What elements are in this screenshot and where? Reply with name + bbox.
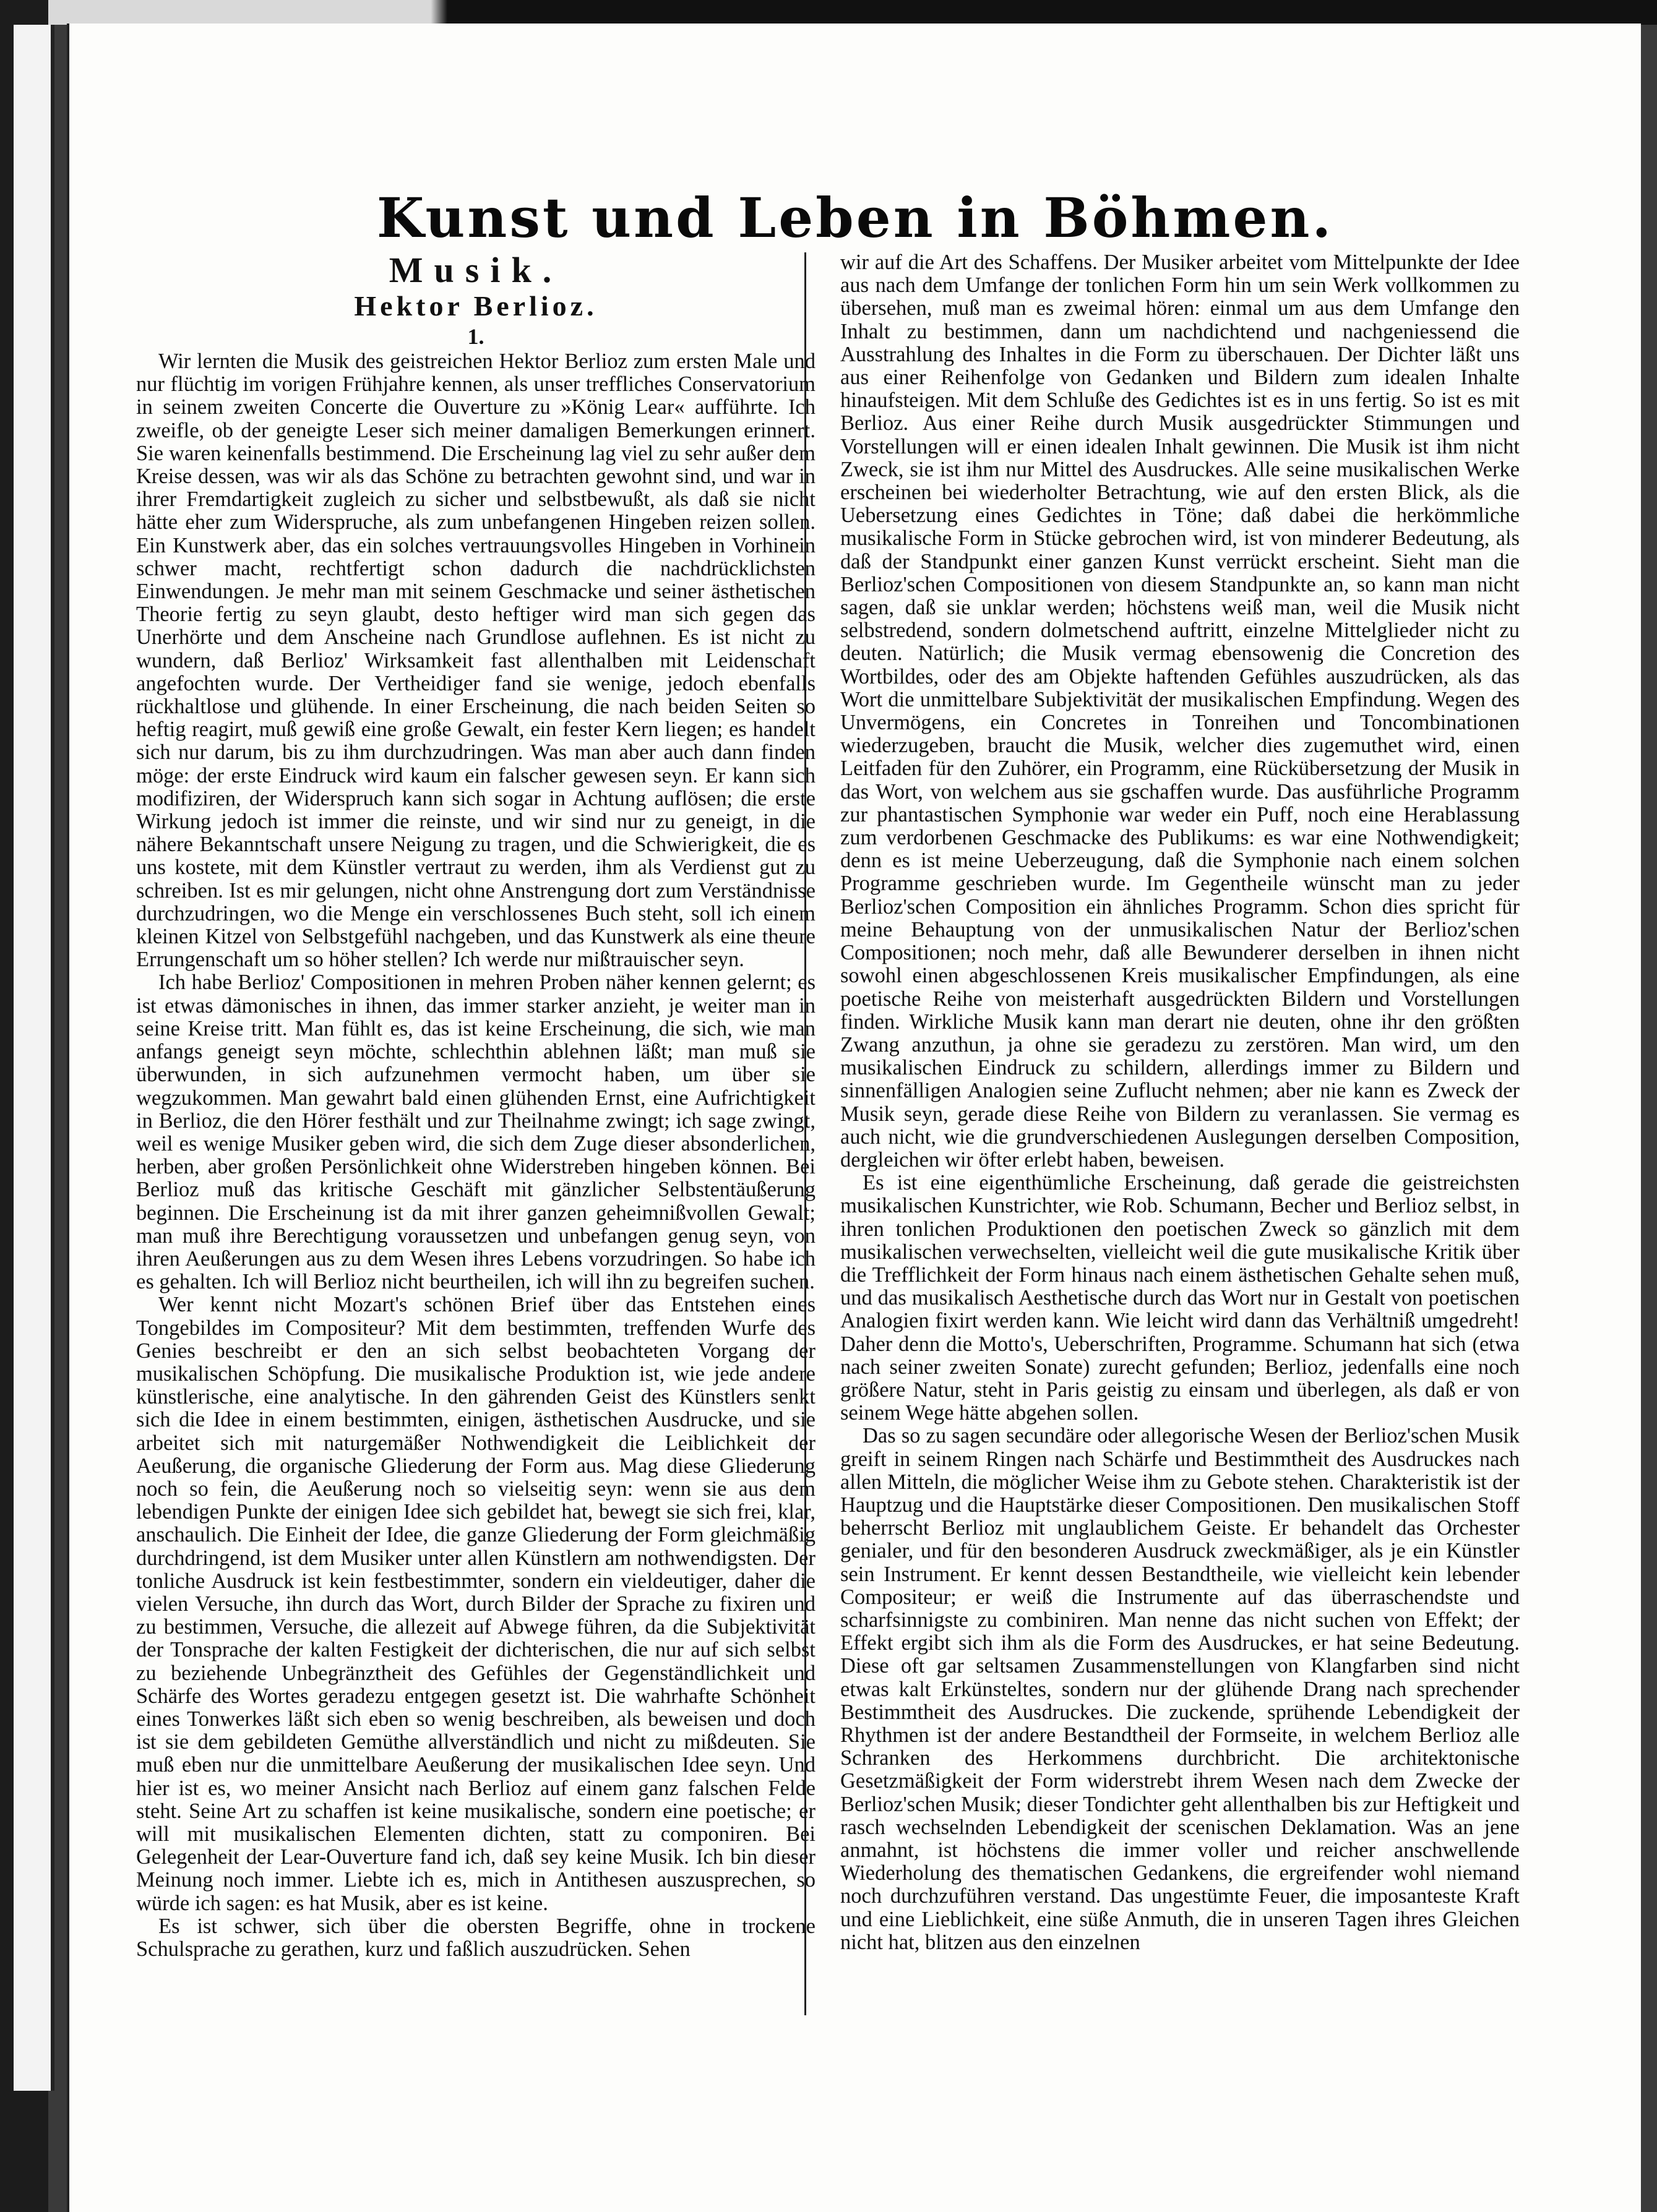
article-title: Hektor Berlioz. [354,290,598,322]
part-number: 1. [467,324,484,349]
section-heading: Musik. [389,251,563,290]
paragraph: Wer kennt nicht Mozart's schönen Brief über das Entstehen eines Tongebildes im Compositeur? Mit dem bestimmten, treffenden Wurfe des Genies beschreibt er den an sich selbst beobachteten Vorgang der musikalischen Schöpfung. Die musikalische Produktion ist, wie jede andere künstlerische, eine analytische. In den gährenden Geist des Künstlers senkt sich die Idee in einem bestimmten, einigen, ästhetischen Ausdrucke, und sie arbeitet sich mit naturgemäßer Nothwendigkeit die Leiblichkeit der Aeußerung, die organische Gliederung der Form aus. Mag diese Gliederung noch so fein, die Aeußerung noch so vielseitig seyn: wenn sie aus dem lebendigen Punkte der einigen Idee sich gebildet hat, bewegt sie sich frei, klar, anschaulich. Die Einheit der Idee, die ganze Gliederung der Form gleichmäßig durchdringend, ist dem Musiker unter allen Künstlern am nothwendigsten. Der tonliche Ausdruck ist kein festbestimmter, sondern ein vieldeutiger, daher die vielen Versuche, ihn durch das Wort, durch Bilder der Sprache zu fixiren und zu bestimmen, Versuche, die allezeit auf Abwege führen, da die Subjektivität der Tonsprache der kalten Festigkeit der dichterischen, die nur auf sich selbst zu beziehende Unbegränztheit des Gefühles der Gegenständlichkeit und Schärfe des Wortes geradezu entgegen gesetzt ist. Die wahrhafte Schönheit eines Tonwerkes läßt sich eben so wenig beschreiben, als beweisen und doch ist sie dem gebildeten Gemüthe allverständlich und nicht zu mißdeuten. Sie muß eben nur die unmittelbare Aeußerung der musikalischen Idee seyn. Und hier ist es, wo meiner Ansicht nach Berlioz auf einem ganz falschen Felde steht. Seine Art zu schaffen ist keine musikalische, sondern eine poetische; er will mit musikalischen Elementen dichten, statt zu componiren. Bei Gelegenheit der Lear-Ouverture fand ich, daß sey keine Musik. Ich bin dieser Meinung noch immer. Liebte ich es, mich in Antithesen auszusprechen, so würde ich sagen: es hat Musik, aber es ist keine. [136,1293,816,1915]
paragraph: Das so zu sagen secundäre oder allegorische Wesen der Berlioz'schen Musik greift in seinem Ringen nach Schärfe und Bestimmtheit des Ausdruckes nach allen Mitteln, die möglicher Weise ihm zu Gebote stehen. Charakteristik ist der Hauptzug und die Hauptstärke dieser Compositionen. Den musikalischen Stoff beherrscht Berlioz mit unglaublichem Geiste. Er behandelt das Orchester genialer, und für den besonderen Ausdruck zweckmäßiger, als je ein Künstler sein Instrument. Er kennt dessen Bestandtheile, wie vielleicht kein lebender Compositeur; er weiß die Instrumente auf das überraschendste und scharfsinnigste zu combiniren. Man nenne das nicht suchen von Effekt; der Effekt ergibt sich ihm als die Form des Ausdruckes, er hat seine Bedeutung. Diese oft gar seltsamen Zusammenstellungen von Klangfarben sind nicht etwas kalt Erkünsteltes, sondern nur der glühende Drang nach sprechender Bestimmtheit des Ausdruckes. Die zuckende, sprühende Lebendigkeit der Rhythmen ist der andere Bestandtheil der Formseite, in welchem Berlioz alle Schranken des Herkommens durchbricht. Die architektonische Gesetzmäßigkeit der Form widerstrebt ihrem Wesen nach dem Zwecke der Berlioz'schen Musik; dieser Tondichter geht allenthalben bis zur Heftigkeit und rasch wechselnden Lebendigkeit der scenischen Deklamation. Was an jene anmahnt, ist höchstens die immer voller und reicher anschwellende Wiederholung des thematischen Gedankens, die ergreifender wohl niemand noch durchzuführen verstand. Das ungestümte Feuer, die imposanteste Kraft und eine Lieblichkeit, eine süße Anmuth, die in unseren Tagen ihres Gleichen nicht hat, blitzen aus den einzelnen [840,1424,1520,1954]
right-column [840,251,1520,2020]
page-title: Kunst und Leben in Böhmen. [376,186,1334,250]
scan-top-border [0,0,1657,25]
previous-page-edge [14,25,54,2091]
left-column [136,251,816,2020]
paragraph: Ich habe Berlioz' Compositionen in mehren Proben näher kennen gelernt; es ist etwas dämonisches in ihnen, das immer starker anzieht, je weiter man in seine Kreise tritt. Man fühlt es, das ist keine Erscheinung, die sich, wie man anfangs geneigt seyn möchte, schlechthin ablehnen läßt; man muß sie überwunden, in sich aufzunehmen vermocht haben, um über sie wegzukommen. Man gewahrt bald einen glühenden Ernst, eine Aufrichtigkeit in Berlioz, die den Hörer festhält und zur Theilnahme zwingt; ich sage zwingt, weil es wenige Musiker geben wird, die sich dem Zuge dieser absonderlichen, herben, aber großen Persönlichkeit ohne Widerstreben hingeben können. Bei Berlioz muß das kritische Geschäft mit gänzlicher Selbstentäußerung beginnen. Die Erscheinung ist da mit ihrer ganzen geheimnißvollen Gewalt; man muß ihre Berechtigung voraussetzen und unbefangen genug seyn, von ihren Aeußerungen aus zu dem Wesen ihres Lebens vorzudringen. So habe ich es gehalten. Ich will Berlioz nicht beurtheilen, ich will ihn zu begreifen suchen. [136,971,816,1294]
paragraph: Wir lernten die Musik des geistreichen Hektor Berlioz zum ersten Male und nur flüchtig im vorigen Frühjahre kennen, als unser treffliches Conservatorium in seinem zweiten Concerte die Ouverture zu »König Lear« aufführte. Ich zweifle, ob der geneigte Leser sich meiner damaligen Bemerkungen erinnert. Sie waren keinenfalls bestimmend. Die Erscheinung lag viel zu sehr außer dem Kreise dessen, was wir als das Schöne zu betrachten gewohnt sind, und war in ihrer Fremdartigkeit zugleich zu sicher und selbstbewußt, als daß sie nicht hätte eher zum Widerspruche, als zum unbefangenen Hingeben reizen sollen. Ein Kunstwerk aber, das ein solches vertrauungsvolles Hingeben in Vorhinein schwer macht, rechtfertigt schon dadurch die nachdrücklichsten Einwendungen. Je mehr man mit seinem Geschmacke und seiner ästhetischen Theorie fertig zu seyn glaubt, desto heftiger wird man sich gegen das Unerhörte und dem Anscheine nach Grundlose auflehnen. Es ist nicht zu wundern, daß Berlioz' Wirksamkeit fast allenthalben mit Leidenschaft angefochten wurde. Der Vertheidiger fand sie wenige, jedoch ebenfalls rückhaltlose und glühende. In einer Erscheinung, die nach beiden Seiten so heftig reagirt, muß gewiß eine große Gewalt, ein fester Kern liegen; es handelt sich nur darum, bis zu ihm durchzudringen. Was man aber auch dann finden möge: der erste Eindruck wird kaum ein falscher gewesen seyn. Er kann sich modifiziren, der Widerspruch kann sich sogar in Achtung auflösen; die erste Wirkung jedoch ist immer die reinste, und wir sind nur zu geneigt, in die nähere Bekanntschaft unsere Neigung zu tragen, und die Schwierigkeit, die es uns kostete, mit dem Künstler vertraut zu werden, ihm als Verdienst gut zu schreiben. Ist es mir gelungen, nicht ohne Anstrengung dort zum Verständnisse durchzudringen, wo die Menge ein verschlossenes Buch steht, soll ich einem kleinen Kitzel von Selbstgefühl nachgeben, und das Kunstwerk als eine theure Errungenschaft um so höher stellen? Ich werde nur mißtrauischer seyn. [136,349,816,972]
paragraph: wir auf die Art des Schaffens. Der Musiker arbeitet vom Mittelpunkte der Idee aus nach dem Umfange der tonlichen Form hin um sein Werk vollkommen zu übersehen, muß man es zweimal hören: einmal um aus dem Umfange den Inhalt zu bestimmen, dann um nachdichtend und nachgeniessend die Ausstrahlung des Inhaltes in die Form zu überschauen. Der Dichter läßt uns aus einer Reihenfolge von Gedanken und Bildern zum idealen Inhalte hinaufsteigen. Mit dem Schluße des Gedichtes ist es in uns fertig. So ist es mit Berlioz. Aus einer Reihe durch Musik ausgedrückter Stimmungen und Vorstellungen will er einen idealen Inhalt gewinnen. Die Musik ist ihm nicht Zweck, sie ist ihm nur Mittel des Ausdruckes. Alle seine musikalischen Werke erscheinen bei wiederholter Betrachtung, wie auf den ersten Blick, als die Uebersetzung eines Gedichtes in Töne; daß dabei die herkömmliche musikalische Form in Stücke gebrochen wird, ist von minderer Bedeutung, als daß der Standpunkt einer ganzen Kunst verrückt erscheint. Sieht man die Berlioz'schen Compositionen von diesem Standpunkte an, so kann man nicht sagen, daß sie unklar werden; höchstens weiß man, weil die Musik nicht selbstredend, sondern dolmetschend auftritt, einzelne Mittelglieder nicht zu deuten. Natürlich; die Musik vermag ebensowenig die Concretion des Wortbildes, oder des am Objekte haftenden Gefühles auszudrücken, als das Wort die unmittelbare Subjektivität der musikalischen Empfindung. Wegen des Unvermögens, ein Concretes in Tonreihen und Toncombinationen wiederzugeben, braucht die Musik, welcher dies zugemuthet wird, einen Leitfaden für den Zuhörer, ein Programm, eine Rückübersetzung der Musik in das Wort, von welchem aus sie gschaffen wurde. Das ausführliche Programm zur phantastischen Symphonie war weder ein Puff, noch eine Herablassung zum verdorbenen Geschmacke des Publikums: es war eine Nothwendigkeit; denn es ist meine Ueberzeugung, daß die Symphonie nach einem solchen Programme geschrieben wurde. Im Gegentheile wünscht man zu jeder Berlioz'schen Composition ein ähnliches Programm. Schon dies spricht für meine Behauptung von der unmusikalischen Natur der Berlioz'schen Compositionen; noch mehr, daß alle Bewunderer derselben in ihnen nicht sowohl einen abgeschlossenen Kreis musikalischer Empfindungen, als eine poetische Reihe von meisterhaft ausgedrückten Bildern und Vorstellungen finden. Wirkliche Musik kann man derart nie deuten, ohne ihr den größten Zwang anzuthun, ja ohne sie geradezu zu zerstören. Man wird, um den musikalischen Eindruck zu schildern, allerdings immer zu Bildern und sinnenfälligen Analogien seine Zuflucht nehmen; aber nie kann es Zweck der Musik seyn, gerade diese Reihe von Bildern zu veranlassen. Sie vermag es auch nicht, wie die grundverschiedenen Auslegungen derselben Composition, dergleichen wir öfter erlebt haben, beweisen. [840,251,1520,1172]
newspaper-page [67,24,1641,2212]
paragraph: Es ist eine eigenthümliche Erscheinung, daß gerade die geistreichsten musikalischen Kunstrichter, wie Rob. Schumann, Becher und Berlioz selbst, in ihren tonlichen Produktionen den poetischen Zweck so gänzlich mit dem musikalischen verwechselten, vielleicht weil die gute musikalische Kritik über die Trefflichkeit der Form hinaus nach einem ästhetischen Gehalte sehen muß, und das musikalisch Aesthetische durch das Wort nur in Gestalt von poetischen Analogien fixirt werden kann. Wie leicht wird dann das Verhältniß umgedreht! Daher denn die Motto's, Ueberschriften, Programme. Schumann hat sich (etwa nach seiner zweiten Sonate) zurecht gefunden; Berlioz, jedenfalls eine noch größere Natur, steht in Paris geistig zu einsam und überlegen, als daß er von seinem Wege hätte abgehen sollen. [840,1171,1520,1425]
paragraph: Es ist schwer, sich über die obersten Begriffe, ohne in trockene Schulsprache zu gerathen, kurz und faßlich auszudrücken. Sehen [136,1914,816,1961]
